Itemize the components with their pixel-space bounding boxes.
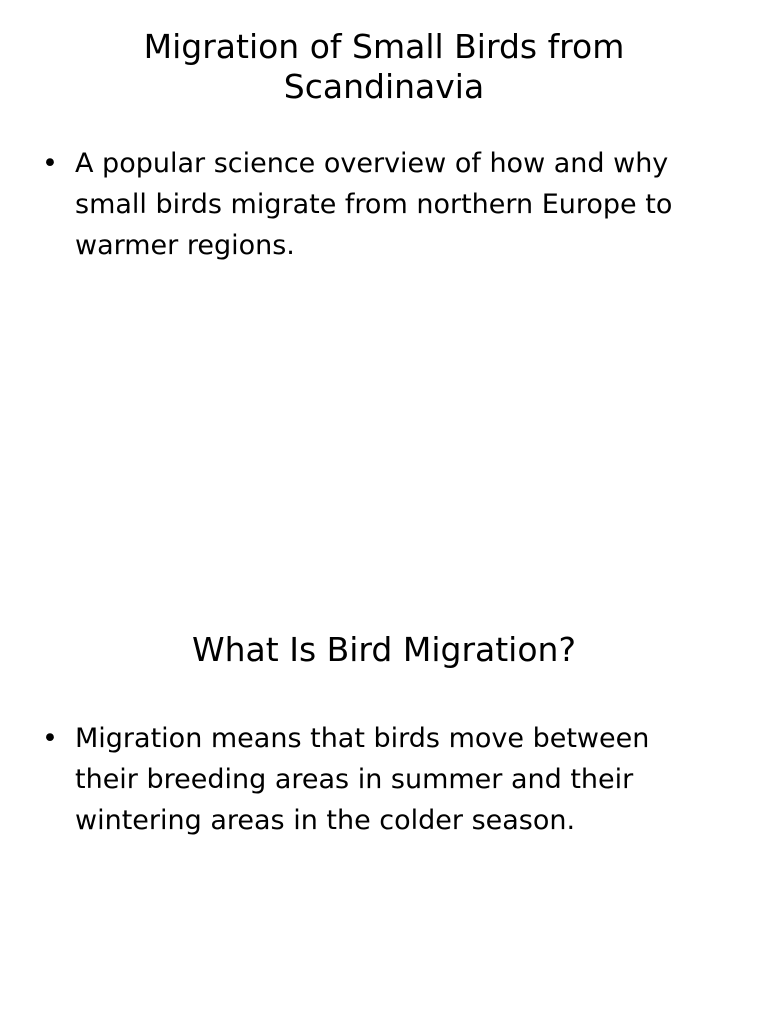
bullet-item [38, 718, 718, 841]
slide-title: What Is Bird Migration? [192, 630, 576, 669]
bullet-icon: • [42, 723, 58, 754]
bullet-item [38, 143, 718, 266]
bullet-text: Migration means that birds move between their breeding areas in summer and their wintering areas in the colder season. [75, 723, 650, 836]
slide-title: Migration of Small Birds from Scandinavia [143, 27, 625, 106]
bullet-list [38, 143, 718, 266]
bullet-text: A popular science overview of how and why small birds migrate from northern Europe to warmer regions. [75, 148, 673, 261]
bullet-icon: • [42, 148, 58, 179]
bullet-list [38, 718, 718, 841]
slide-2 [0, 576, 768, 1024]
